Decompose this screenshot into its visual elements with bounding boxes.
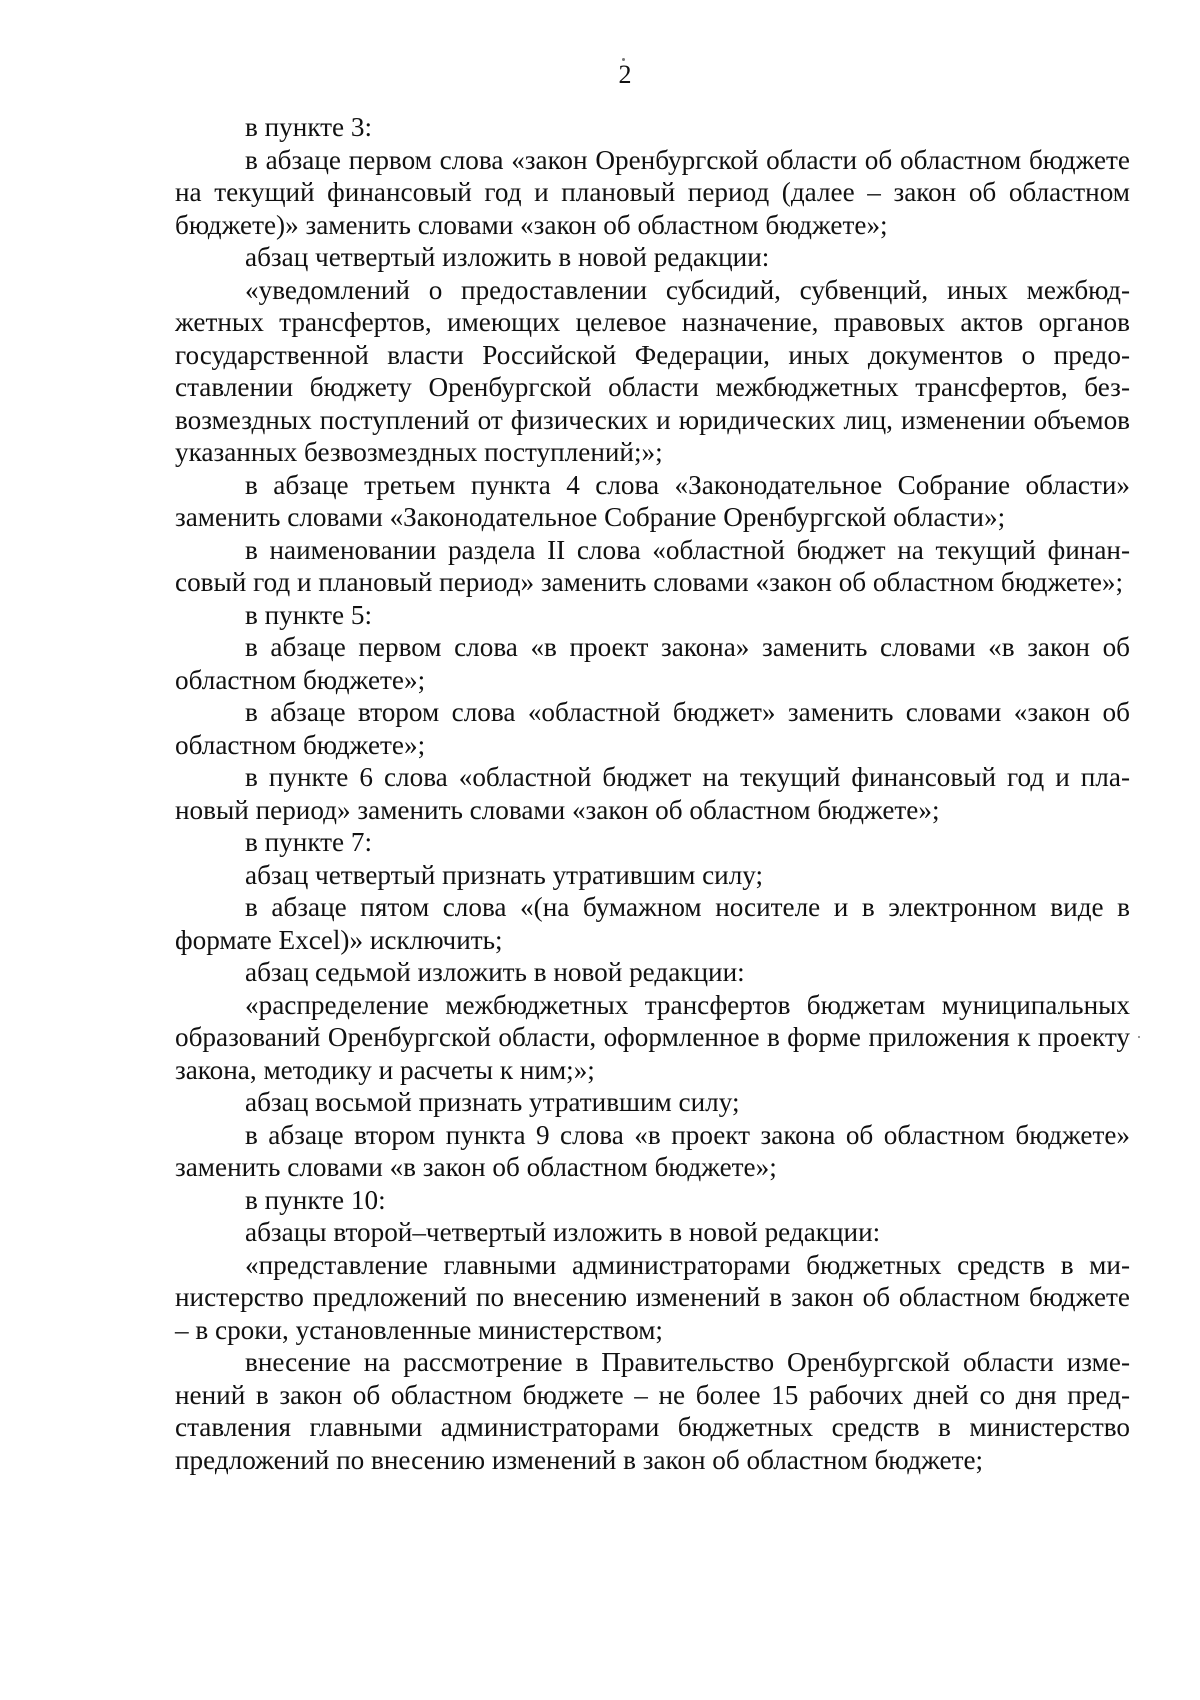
paragraph: абзац седьмой изложить в новой редакции: xyxy=(245,957,745,987)
paragraph: в пункте 5: xyxy=(245,599,373,630)
paragraph: абзац восьмой признать утратившим силу; xyxy=(245,1087,740,1117)
paragraph: внесение на рассмотрение в Правительство Оренбургской области изменений в закон об областном бюджете – не более 15 рабочих дней со дня представления главными администраторами бюджетных средств в министерство предложений по внесению изменений в закон об областном бюджете; xyxy=(175,1347,1130,1475)
paragraph: в пункте 7: xyxy=(245,827,373,857)
paragraph: в абзаце втором пункта 9 слова «в проект закона об областном бюджете» заменить словами «в закон об областном бюджете»; xyxy=(175,1119,1130,1182)
paragraph: в абзаце втором слова «областной бюджет» заменить словами «закон об областном бюджете»; xyxy=(175,697,1130,760)
paragraph: в абзаце пятом слова «(на бумажном носителе и в электронном виде в формате Excel)» исключить; xyxy=(175,892,1130,955)
paragraph: «представление главными администраторами бюджетных средств в министерство предложений по внесению изменений в закон об областном бюджете – в сроки, установленные министерством; xyxy=(175,1249,1130,1345)
paragraph: в пункте 3: xyxy=(245,112,373,142)
paragraph: абзацы второй–четвертый изложить в новой редакции: xyxy=(245,1217,881,1247)
paragraph: «распределение межбюджетных трансфертов бюджетам муниципальных образований Оренбургской области, оформленное в форме приложения к проекту закона, методику и расчеты к ним;»; xyxy=(175,989,1130,1085)
paragraph: в абзаце первом слова «в проект закона» заменить словами «в закон об областном бюджете»; xyxy=(175,632,1130,695)
paragraph: в пункте 10: xyxy=(245,1184,386,1215)
paragraph: абзац четвертый изложить в новой редакции: xyxy=(245,242,770,272)
page-number: 2 xyxy=(618,60,632,89)
paragraph: «уведомлений о предоставлении субсидий, субвенций, иных межбюджетных трансфертов, имеющих целевое назначение, правовых актов органов государственной власти Российской Федерации, иных документов о предоставлении бюджету Оренбургской области межбюджетных трансфертов, безвозмездных поступлений от физических и юридических лиц, изменении объемов указанных безвозмездных поступлений;»; xyxy=(175,274,1130,467)
scan-speck xyxy=(1138,1036,1140,1038)
paragraph: абзац четвертый признать утратившим силу; xyxy=(245,859,764,890)
paragraph: в абзаце первом слова «закон Оренбургской области об областном бюджете на текущий финансовый год и плановый период (далее – закон об областном бюджете)» заменить словами «закон об областном бюджете»; xyxy=(175,144,1130,240)
document-body xyxy=(175,111,1130,1476)
paragraph: в наименовании раздела II слова «областной бюджет на текущий финансовый год и плановый период» заменить словами «закон об областном бюджете»; xyxy=(175,534,1130,597)
paragraph: в пункте 6 слова «областной бюджет на текущий финансовый год и плановый период» заменить словами «закон об областном бюджете»; xyxy=(175,762,1130,825)
paragraph: в абзаце третьем пункта 4 слова «Законодательное Собрание области» заменить словами «Законодательное Собрание Оренбургской области»; xyxy=(175,469,1130,532)
